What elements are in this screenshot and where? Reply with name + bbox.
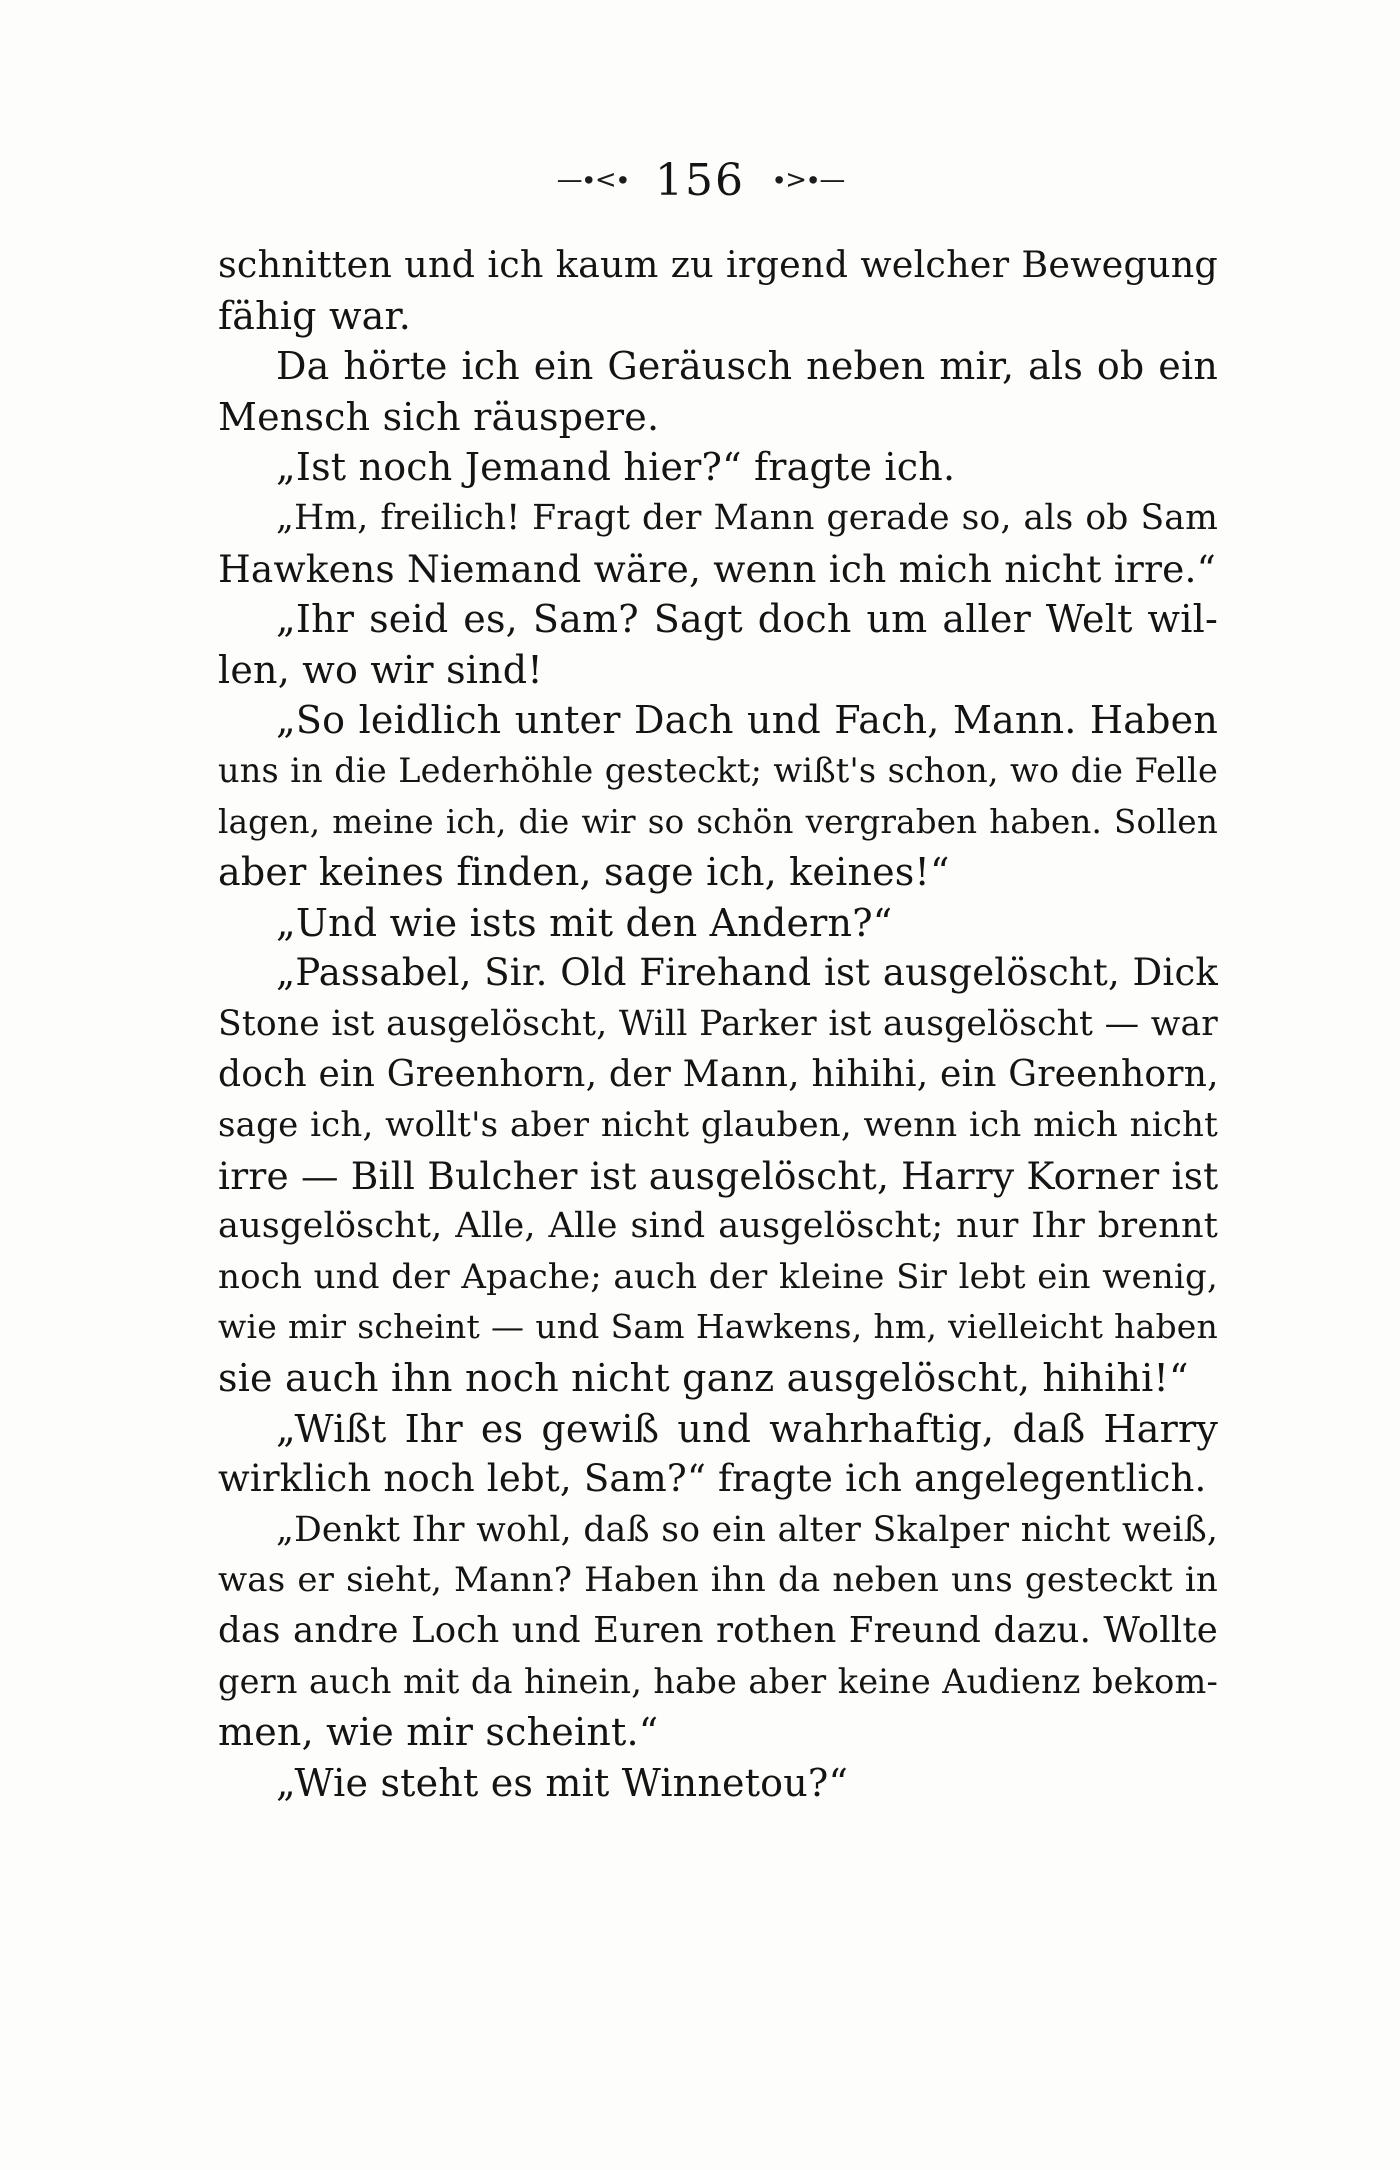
text-line: was er sieht, Mann? Haben ihn da neben uns gesteckt in	[218, 1560, 1218, 1601]
text-line: „Denkt Ihr wohl, daß so ein alter Skalper nicht weiß,	[276, 1509, 1218, 1550]
text-line: „Hm, freilich! Fragt der Mann gerade so, als ob Sam	[276, 497, 1218, 538]
text-line: das andre Loch und Euren rothen Freund dazu. Wollte	[218, 1610, 1218, 1652]
text-line: men, wie mir scheint.“	[218, 1710, 659, 1755]
right-ornament: ∙>∙—	[770, 165, 844, 195]
text-line: Stone ist ausgelöscht, Will Parker ist ausgelöscht — war	[218, 1003, 1218, 1044]
text-line: „Ist noch Jemand hier?“ fragte ich.	[276, 445, 956, 490]
body-text	[218, 240, 1218, 1808]
text-line: „Und wie ists mit den Andern?“	[276, 900, 893, 945]
text-line: Mensch sich räuspere.	[218, 394, 660, 439]
text-line: doch ein Greenhorn, der Mann, hihihi, ein Greenhorn,	[218, 1053, 1219, 1095]
text-line: len, wo wir sind!	[218, 647, 543, 692]
text-line: „So leidlich unter Dach und Fach, Mann. Haben	[276, 698, 1218, 743]
text-line: „Passabel, Sir. Old Firehand ist ausgelöscht, Dick	[276, 951, 1218, 995]
text-line: uns in die Lederhöhle gesteckt; wißt's schon, wo die Felle	[218, 750, 1218, 790]
text-line: „Wie steht es mit Winnetou?“	[276, 1760, 849, 1805]
text-line: gern auch mit da hinein, habe aber keine Audienz bekom-	[218, 1661, 1218, 1701]
text-line: Da hörte ich ein Geräusch neben mir, als ob ein	[276, 344, 1218, 389]
text-line: ausgelöscht, Alle, Alle sind ausgelöscht; nur Ihr brennt	[218, 1206, 1218, 1247]
text-line: sage ich, wollt's aber nicht glauben, wenn ich mich nicht	[218, 1105, 1218, 1146]
text-line: wirklich noch lebt, Sam?“ fragte ich angelegentlich.	[218, 1457, 1207, 1501]
page-number: 156	[655, 154, 745, 206]
text-line: noch und der Apache; auch der kleine Sir lebt ein wenig,	[218, 1256, 1218, 1297]
text-line: „Wißt Ihr es gewiß und wahrhaftig, daß Harry	[276, 1406, 1218, 1451]
text-line: lagen, meine ich, die wir so schön vergraben haben. Sollen	[218, 802, 1218, 841]
text-line: wie mir scheint — und Sam Hawkens, hm, vielleicht haben	[218, 1307, 1218, 1347]
text-line: „Ihr seid es, Sam? Sagt doch um aller Welt wil-	[276, 597, 1218, 642]
text-line: sie auch ihn noch nicht ganz ausgelöscht, hihihi!“	[218, 1356, 1189, 1401]
text-line: aber keines finden, sage ich, keines!“	[218, 850, 950, 895]
left-ornament: —∙<∙	[556, 165, 629, 195]
page-header	[0, 150, 1400, 210]
text-line: irre — Bill Bulcher ist ausgelöscht, Harry Korner ist	[218, 1153, 1219, 1198]
text-line: Hawkens Niemand wäre, wenn ich mich nicht irre.“	[218, 546, 1217, 591]
text-line: fähig war.	[218, 293, 412, 338]
text-line: schnitten und ich kaum zu irgend welcher Bewegung	[218, 243, 1218, 286]
